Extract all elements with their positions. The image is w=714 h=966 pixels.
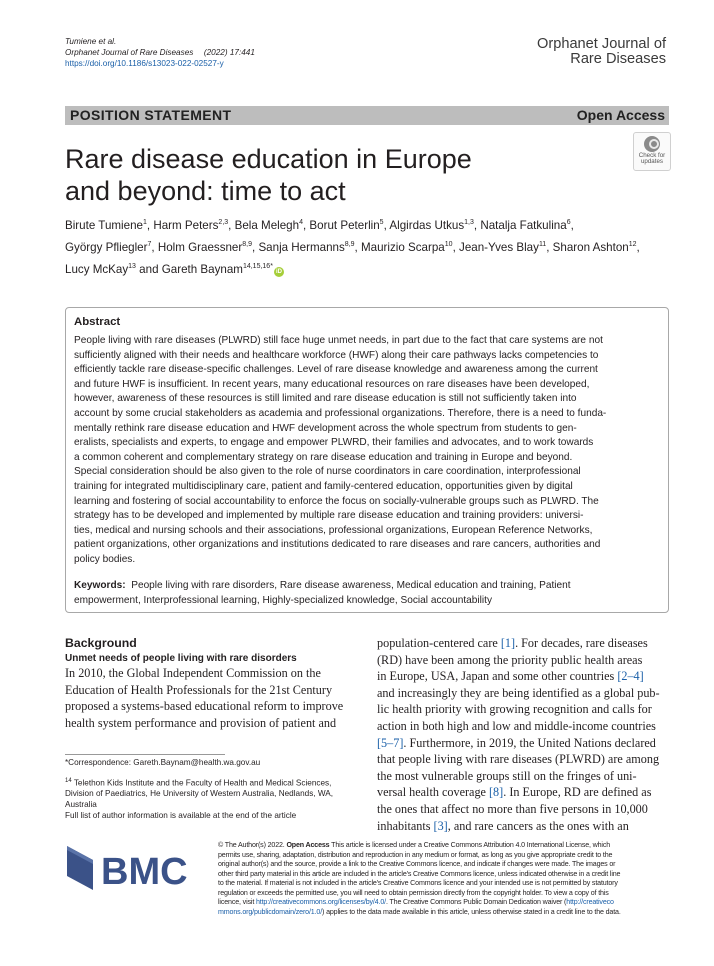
citation-link[interactable]: [3] <box>433 818 448 833</box>
keywords: Keywords: People living with rare disorders, Rare disease awareness, Medical education and training, Patient empowerment, Interprofessional learning, Highly-specialized knowledge, Social accountability <box>74 580 571 606</box>
affiliation-note: $^{14}$ Telethon Kids Institute and the Faculty of Health and Medical Sciences, Division of Paediatrics, He University of Western Australia, Nedlands, WA, Australia <box>65 778 334 809</box>
article-type: POSITION STATEMENT <box>70 107 232 123</box>
author-name[interactable]: Birute Tumiene$^1$ <box>65 218 147 232</box>
bmc-logo[interactable] <box>65 838 205 894</box>
author-name[interactable]: György Pfliegler$^7$ <box>65 240 152 254</box>
author-name[interactable]: Bela Melegh$^4$ <box>234 218 303 232</box>
running-author: Tumiene et al. <box>65 37 117 46</box>
body-paragraph: In 2010, the Global Independent Commission on the Education of Health Professionals for the 21st Century proposed a systems-based educational reform to improve health system performance and provision of patient and <box>65 666 344 730</box>
author-name[interactable]: Holm Graessner$^{8,9}$ <box>157 240 252 254</box>
body-column-left <box>65 636 359 731</box>
author-name[interactable]: Borut Peterlin$^5$ <box>309 218 384 232</box>
author-name[interactable]: Algirdas Utkus$^{1,3}$ <box>389 218 474 232</box>
cc0-link[interactable]: http://creativeco <box>566 898 614 907</box>
license-link[interactable]: http://creativecommons.org/licenses/by/4.0/ <box>255 898 386 907</box>
subsection-heading: Unmet needs of people living with rare disorders <box>65 653 297 664</box>
body-column-right: population-centered care [1]. For decades, rare diseases (RD) have been among the priority public health areas in Europe, USA, Japan and some other countries [2–4] and increasingly they are being identified as a global pub- lic health priority with growing recognition and calls for action in both high and low and middle-income countries [5–7]. Furthermore, in 2019, the United Nations declared that people living with rare diseases (PLWRD) are among the most vulnerable groups still on the fringes of uni- versal health coverage [8]. In Europe, RD are defined as the ones that affect no more than five persons in 10,000 inhabitants [3], and rare cancers as the ones with an <box>377 636 660 833</box>
citation-link[interactable]: [5–7] <box>377 735 404 750</box>
check-for-updates-button[interactable]: Check for updates <box>633 132 671 171</box>
citation-link[interactable]: [2–4] <box>617 669 644 684</box>
open-access-label: Open Access <box>576 107 665 123</box>
author-list: Birute Tumiene$^1$, Harm Peters$^{2,3}$, Bela Melegh$^4$, Borut Peterlin$^5$, Algirdas Utkus$^{1,3}$, Natalja Fatkulina$^6$, György Pfliegler$^7$, Holm Graessner$^{8,9}$, Sanja Hermanns$^{8,9}$, Maurizio Scarpa$^{10}$, Jean-Yves Blay$^{11}$, Sharon Ashton$^{12}$, Lucy McKay$^{13}$ and Gareth Baynam$^{14,15,16*}$iD <box>65 218 640 276</box>
article-type-banner <box>65 106 669 125</box>
abstract-box <box>65 307 669 613</box>
citation: (2022) 17:441 <box>203 48 255 58</box>
section-heading: Background <box>65 636 137 650</box>
journal-logo[interactable]: Orphanet Journal of Rare Diseases <box>537 36 666 67</box>
author-name[interactable]: Harm Peters$^{2,3}$ <box>153 218 229 232</box>
cc0-link[interactable]: mmons.org/publicdomain/zero/1.0/ <box>218 907 323 916</box>
article-title: Rare disease education in Europe and beyond: time to act <box>65 144 472 206</box>
article-metadata <box>65 36 255 70</box>
citation-link[interactable]: [1] <box>500 636 516 650</box>
license-statement: © The Author(s) 2022. Open Access This article is licensed under a Creative Commons Attribution 4.0 International License, which permits use, sharing, adaptation, distribution and reproduction in any medium or format, as long as you give appropriate credit to the original author(s) and the source, provide a link to the Creative Commons licence, and indicate if changes were made. The images or other third party material in this article are included in the article's Creative Commons licence, unless indicated otherwise in a credit line to the material. If material is not included in the article's Creative Commons licence and your intended use is not permitted by statutory regulation or exceeds the permitted use, you will need to obtain permission directly from the copyright holder. To view a copy of this licence, visit http://creativecommons.org/licenses/by/4.0/. The Creative Commons Public Domain Dedication waiver (http://creativeco mmons.org/publicdomain/zero/1.0/) applies to the data made available in this article, unless otherwise stated in a credit line to the data. <box>218 841 621 916</box>
abstract-heading: Abstract <box>74 316 121 328</box>
keywords-label: Keywords: <box>74 580 126 591</box>
author-name[interactable]: Jean-Yves Blay$^{11}$ <box>459 240 547 254</box>
bmc-logo-mark <box>67 846 93 890</box>
correspondence-note[interactable]: *Correspondence: Gareth.Baynam@health.wa.gov.au <box>65 758 261 767</box>
citation-link[interactable]: [8] <box>489 785 504 800</box>
author-name[interactable]: Maurizio Scarpa$^{10}$ <box>360 240 453 254</box>
author-info-note: Full list of author information is available at the end of the article <box>65 811 297 820</box>
author-name[interactable]: Natalja Fatkulina$^6$ <box>480 218 571 232</box>
author-name[interactable]: Gareth Baynam$^{14,15,16*}$ <box>161 262 273 276</box>
author-name[interactable]: Sanja Hermanns$^{8,9}$ <box>258 240 355 254</box>
journal-citation <box>65 47 255 58</box>
author-name[interactable]: Lucy McKay$^{13}$ <box>65 262 136 276</box>
update-icon <box>644 136 660 152</box>
doi-link[interactable]: https://doi.org/10.1186/s13023-022-02527-y <box>65 59 224 69</box>
footnote-divider <box>65 754 225 755</box>
orcid-icon[interactable]: iD <box>275 268 282 275</box>
abstract-text: People living with rare diseases (PLWRD) still face huge unmet needs, in part due to the fact that care systems are not sufficiently aligned with their needs and healthcare workforce (HWF) along their care pathways lacks competencies to efficiently tackle rare disease-specific challenges. Level of rare disease knowledge and awareness among the current and future HWF is insufficient. In recent years, many educational resources on rare diseases have been developed, however, awareness of these resources is still limited and rare disease education is still not sufficiently taken into account by some crucial stakeholders as academia and professional organizations. Therefore, there is a need to funda- mentally rethink rare disease education and HWF development across the whole spectrum from students to gen- eralists, specialists and experts, to engage and empower PLWRD, their families and advocates, and to work towards a common coherent and complementary strategy on rare disease education and training in Europe and beyond. Special consideration should be also given to the role of nurse coordinators in care coordination, interprofessional training for integrated multidisciplinary care, patient and family-centered education, opportunities given by digital learning and fostering of social accountability to enforce the focus on socially-vulnerable groups such as PLWRD. The strategy has to be developed and implemented by multiple rare disease education and training providers: universi- ties, medical and nursing schools and their associations, professional organizations, European Reference Networks, patient organizations, other organizations and institutions dedicated to rare diseases and rare cancers, authorities and policy bodies. <box>74 335 607 565</box>
journal-name: Orphanet Journal of Rare Diseases <box>65 48 194 58</box>
author-name[interactable]: Sharon Ashton$^{12}$ <box>552 240 637 254</box>
bmc-logo-text: BMC <box>101 851 188 893</box>
